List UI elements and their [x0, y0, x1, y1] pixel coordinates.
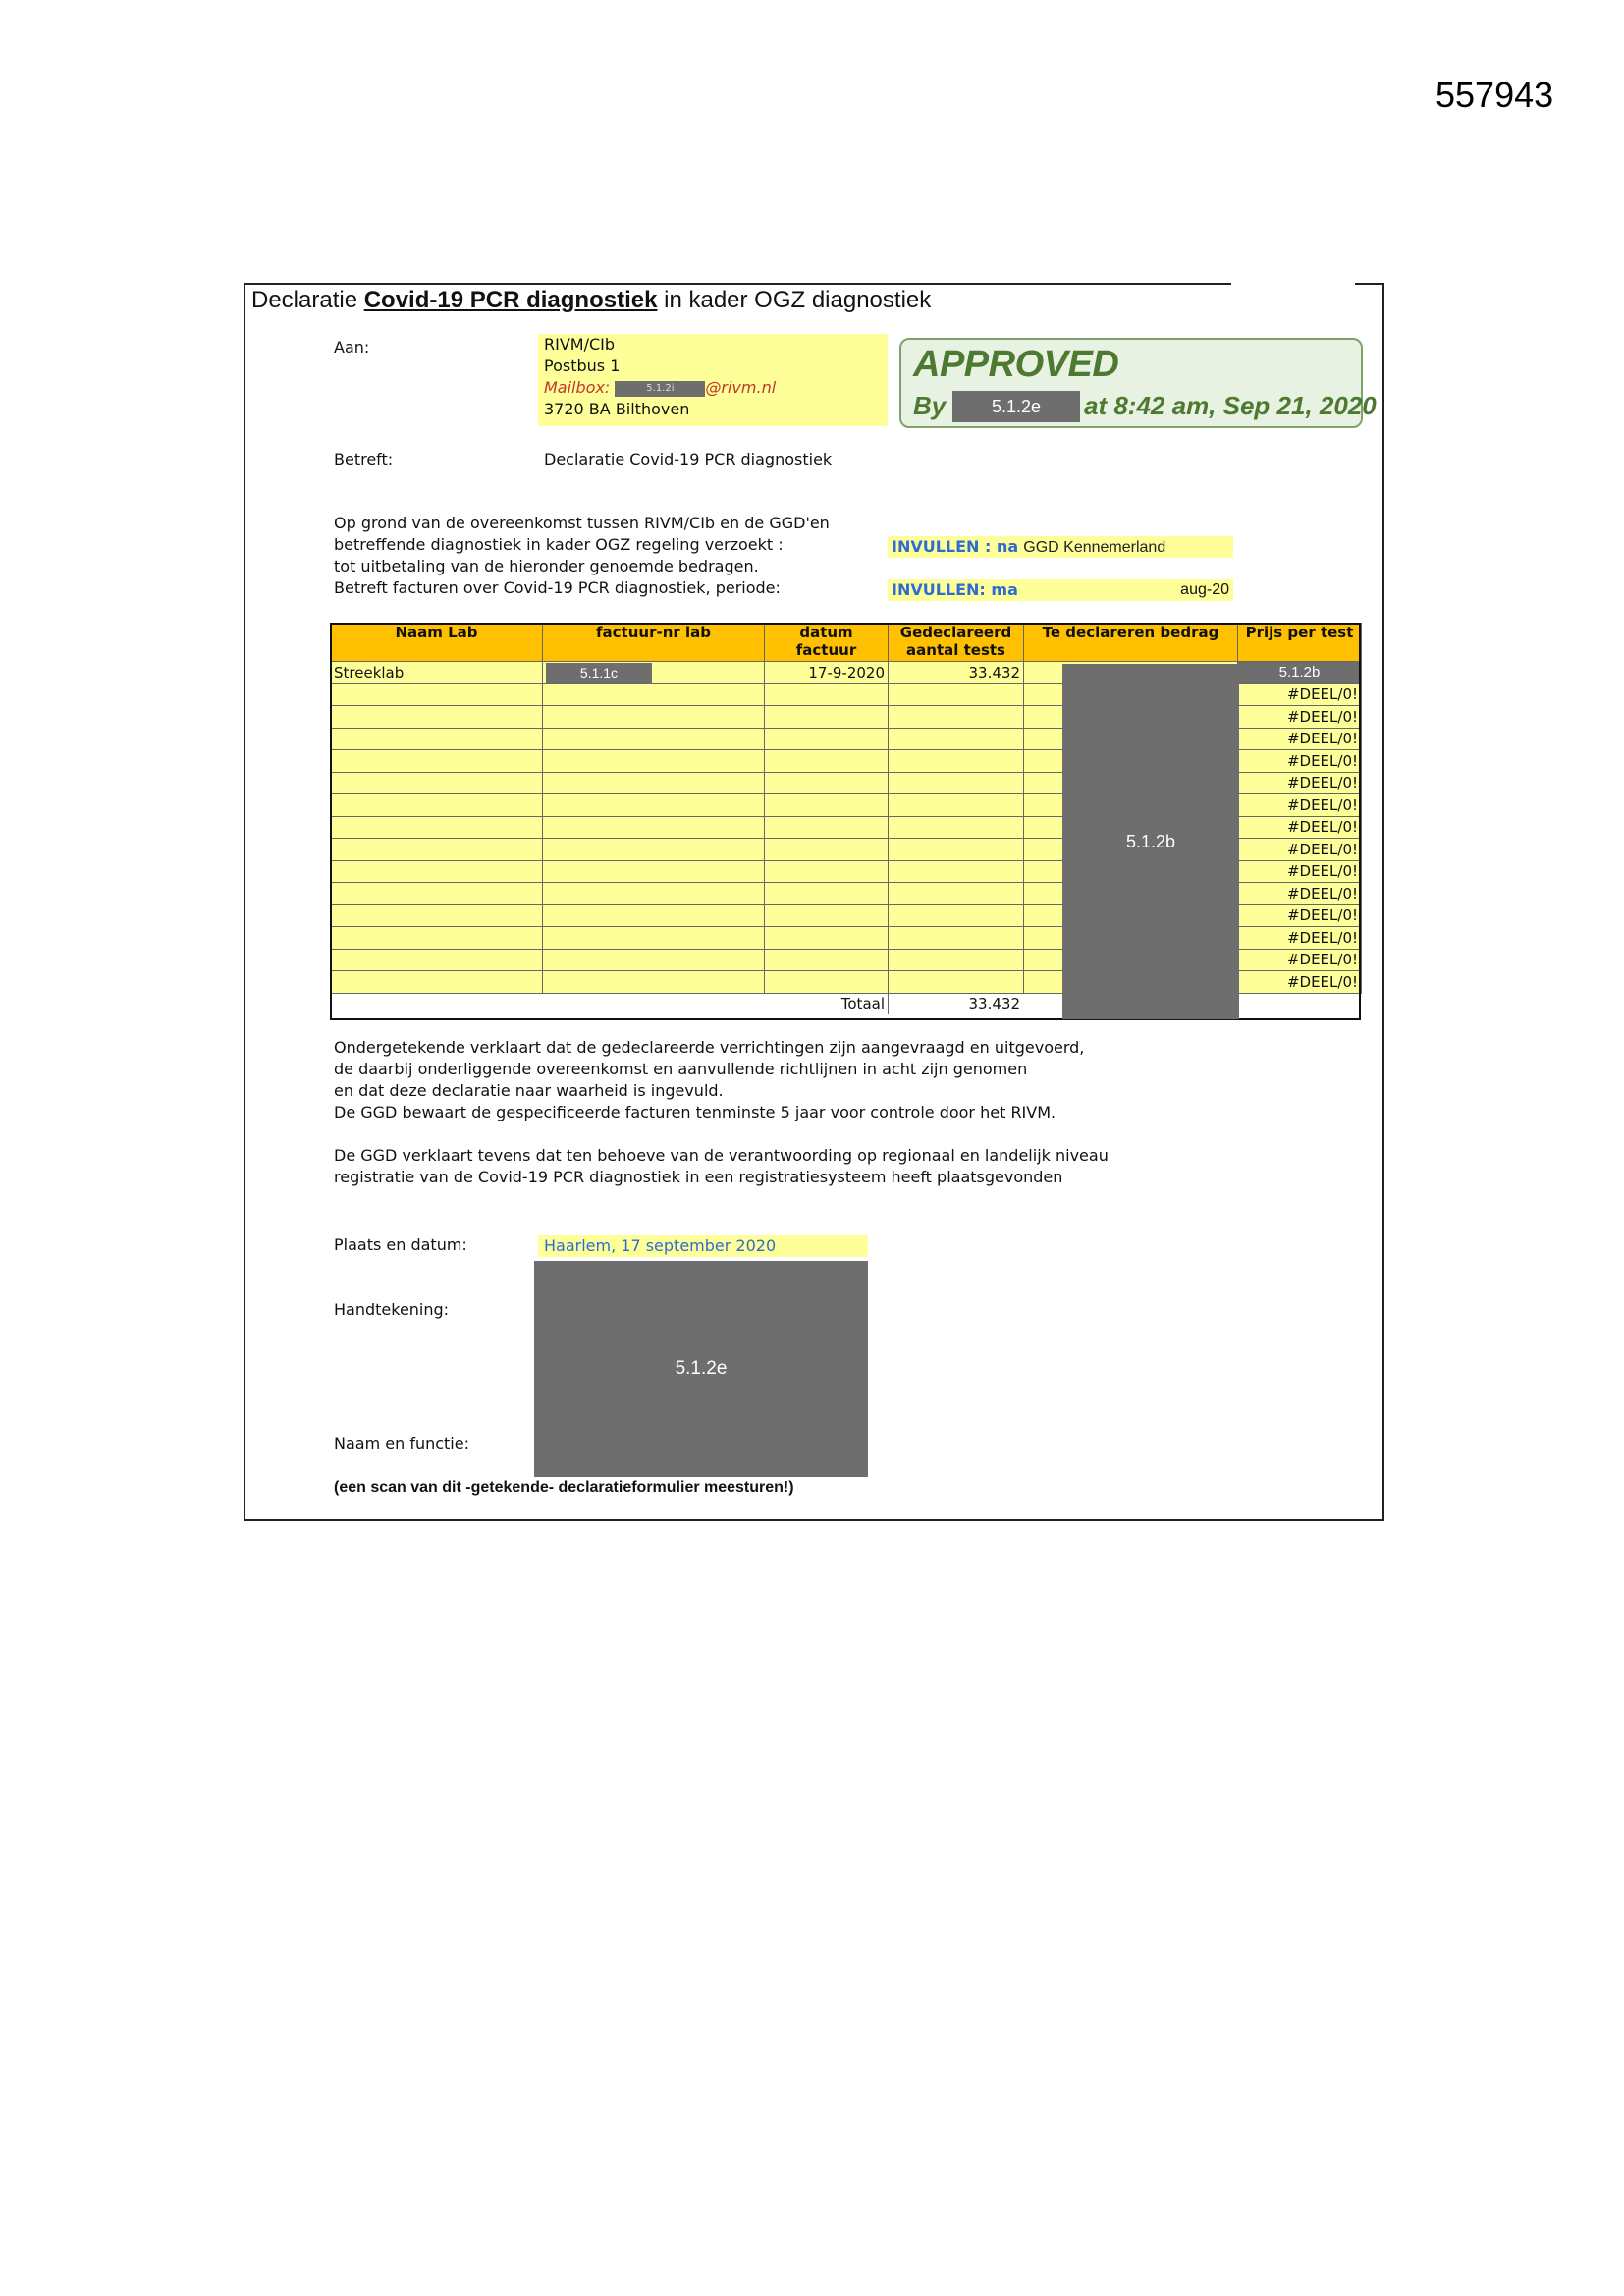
- registration-paragraph: [334, 1145, 1109, 1188]
- table-cell[interactable]: [331, 772, 543, 794]
- table-cell[interactable]: [543, 816, 765, 839]
- cell-prijs-error: #DEEL/0!: [1238, 794, 1362, 817]
- mailbox-line: [538, 377, 888, 399]
- table-cell[interactable]: [331, 839, 543, 861]
- stamp-redaction: 5.1.2e: [952, 391, 1080, 422]
- cell-prijs-error: #DEEL/0!: [1238, 750, 1362, 773]
- intro-line: Betreft facturen over Covid-19 PCR diagnostiek, periode:: [334, 578, 781, 597]
- fill-period[interactable]: [888, 579, 1233, 601]
- table-cell[interactable]: [543, 883, 765, 905]
- table-cell[interactable]: [331, 728, 543, 750]
- form-title: [251, 287, 931, 314]
- fill-name-key: INVULLEN : na: [892, 537, 1019, 556]
- table-cell[interactable]: [889, 683, 1024, 706]
- cell-prijs-error: #DEEL/0!: [1238, 728, 1362, 750]
- address-line-4: 3720 BA Bilthoven: [544, 400, 690, 418]
- table-cell[interactable]: [889, 927, 1024, 950]
- table-cell[interactable]: [331, 750, 543, 773]
- betreft-value: Declaratie Covid-19 PCR diagnostiek: [544, 450, 833, 468]
- table-cell[interactable]: [889, 883, 1024, 905]
- table-cell[interactable]: [889, 839, 1024, 861]
- table-cell[interactable]: [543, 904, 765, 927]
- cell-prijs-error: #DEEL/0!: [1238, 839, 1362, 861]
- table-cell[interactable]: [765, 927, 889, 950]
- table-cell[interactable]: [543, 683, 765, 706]
- table-cell[interactable]: [765, 949, 889, 971]
- title-prefix: Declaratie: [251, 287, 364, 313]
- intro-line: Op grond van de overeenkomst tussen RIVM/CIb en de GGD'en: [334, 514, 830, 532]
- table-cell[interactable]: [331, 949, 543, 971]
- cell-factuur[interactable]: [543, 662, 765, 684]
- cell-prijs-error: #DEEL/0!: [1238, 927, 1362, 950]
- table-cell[interactable]: [543, 706, 765, 729]
- table-cell[interactable]: [765, 816, 889, 839]
- table-cell[interactable]: [543, 927, 765, 950]
- declaration-line: De GGD bewaart de gespecificeerde facturen tenminste 5 jaar voor controle door het RIVM.: [334, 1103, 1056, 1121]
- title-bold: Covid-19 PCR diagnostiek: [363, 287, 658, 313]
- table-cell[interactable]: [543, 750, 765, 773]
- approved-stamp: [899, 338, 1377, 428]
- address-line-1: RIVM/CIb: [544, 335, 616, 354]
- table-cell[interactable]: [331, 971, 543, 994]
- cell-prijs-error: #DEEL/0!: [1238, 683, 1362, 706]
- scan-note: (een scan van dit -getekende- declaratieformulier meesturen!): [334, 1479, 794, 1496]
- stamp-status: APPROVED: [913, 344, 1119, 385]
- cell-lab[interactable]: Streeklab: [331, 662, 543, 684]
- cell-prijs-error: #DEEL/0!: [1238, 883, 1362, 905]
- table-cell[interactable]: [331, 816, 543, 839]
- fill-ggd-name[interactable]: [888, 536, 1233, 558]
- fill-period-value: aug-20: [1180, 581, 1229, 598]
- cell-prijs-redaction: 5.1.2b: [1238, 662, 1362, 684]
- amount-redaction: 5.1.2b: [1062, 664, 1239, 1019]
- cell-prijs-error: #DEEL/0!: [1238, 706, 1362, 729]
- table-cell[interactable]: [765, 883, 889, 905]
- table-cell[interactable]: [765, 750, 889, 773]
- cell-prijs-error: #DEEL/0!: [1238, 816, 1362, 839]
- name-function-label: Naam en functie:: [334, 1434, 469, 1452]
- declaration-line: de daarbij onderliggende overeenkomst en aanvullende richtlijnen in acht zijn genomen: [334, 1060, 1028, 1078]
- place-date-field[interactable]: Haarlem, 17 september 2020: [538, 1235, 868, 1257]
- header-datum: datum factuur: [765, 624, 889, 662]
- mailbox-redaction: 5.1.2i: [615, 381, 705, 397]
- table-cell[interactable]: [889, 750, 1024, 773]
- signature-redaction: 5.1.2e: [534, 1261, 868, 1477]
- table-header-row: [331, 624, 1362, 662]
- header-prijs: Prijs per test: [1238, 624, 1362, 662]
- table-cell[interactable]: [543, 794, 765, 817]
- table-cell[interactable]: [331, 683, 543, 706]
- header-factuur-nr: factuur-nr lab: [543, 624, 765, 662]
- address-block: [538, 334, 888, 426]
- document-number: 557943: [1435, 75, 1554, 115]
- betreft-label: Betreft:: [334, 450, 394, 468]
- table-cell[interactable]: [765, 728, 889, 750]
- cell-prijs-error: #DEEL/0!: [1238, 904, 1362, 927]
- table-cell[interactable]: [889, 728, 1024, 750]
- stamp-when: at 8:42 am, Sep 21, 2020: [1084, 391, 1377, 420]
- table-cell[interactable]: [765, 860, 889, 883]
- table-cell[interactable]: [543, 728, 765, 750]
- table-cell[interactable]: [765, 839, 889, 861]
- table-cell[interactable]: [331, 794, 543, 817]
- table-cell[interactable]: [889, 794, 1024, 817]
- table-cell[interactable]: [543, 971, 765, 994]
- cell-aantal[interactable]: 33.432: [889, 662, 1024, 684]
- cell-datum[interactable]: 17-9-2020: [765, 662, 889, 684]
- intro-line: betreffende diagnostiek in kader OGZ regeling verzoekt :: [334, 535, 784, 554]
- place-label: Plaats en datum:: [334, 1235, 467, 1254]
- declaration-line: Ondergetekende verklaart dat de gedeclareerde verrichtingen zijn aangevraagd en uitgevoerd,: [334, 1038, 1085, 1057]
- cell-prijs-error: #DEEL/0!: [1238, 949, 1362, 971]
- table-cell[interactable]: [331, 883, 543, 905]
- table-cell[interactable]: [889, 949, 1024, 971]
- header-naam-lab: Naam Lab: [331, 624, 543, 662]
- table-cell[interactable]: [889, 904, 1024, 927]
- registration-line: registratie van de Covid-19 PCR diagnostiek in een registratiesysteem heeft plaatsgevonden: [334, 1168, 1063, 1186]
- table-cell[interactable]: [889, 706, 1024, 729]
- table-cell[interactable]: [543, 860, 765, 883]
- fill-name-value: GGD Kennemerland: [1023, 539, 1166, 556]
- table-cell[interactable]: [331, 860, 543, 883]
- table-cell[interactable]: [889, 971, 1024, 994]
- table-cell[interactable]: [765, 772, 889, 794]
- stamp-by: By: [913, 391, 947, 420]
- title-suffix: in kader OGZ diagnostiek: [657, 287, 932, 313]
- cell-prijs-error: #DEEL/0!: [1238, 860, 1362, 883]
- fill-period-key: INVULLEN: ma: [892, 580, 1018, 599]
- table-cell[interactable]: [889, 860, 1024, 883]
- factuur-redaction: 5.1.1c: [546, 663, 652, 683]
- mailbox-label: Mailbox:: [544, 378, 611, 397]
- aan-label: Aan:: [334, 338, 370, 356]
- total-value: 33.432: [889, 993, 1024, 1015]
- mailbox-domain: @rivm.nl: [705, 378, 777, 397]
- table-cell[interactable]: [889, 816, 1024, 839]
- declaration-paragraph: [334, 1037, 1084, 1123]
- table-cell[interactable]: [765, 706, 889, 729]
- table-cell[interactable]: [889, 772, 1024, 794]
- table-cell[interactable]: [765, 904, 889, 927]
- cell-prijs-error: #DEEL/0!: [1238, 772, 1362, 794]
- table-cell[interactable]: [543, 949, 765, 971]
- table-cell[interactable]: [543, 839, 765, 861]
- table-cell[interactable]: [765, 683, 889, 706]
- declaration-line: en dat deze declaratie naar waarheid is ingevuld.: [334, 1081, 724, 1100]
- table-cell[interactable]: [765, 971, 889, 994]
- table-cell[interactable]: [331, 927, 543, 950]
- signature-label: Handtekening:: [334, 1300, 450, 1319]
- intro-line: tot uitbetaling van de hieronder genoemde bedragen.: [334, 557, 759, 575]
- table-cell[interactable]: [765, 794, 889, 817]
- header-aantal: Gedeclareerd aantal tests: [889, 624, 1024, 662]
- registration-line: De GGD verklaart tevens dat ten behoeve van de verantwoording op regionaal en landelijk niveau: [334, 1146, 1109, 1165]
- table-cell[interactable]: [331, 904, 543, 927]
- intro-paragraph: [334, 513, 830, 599]
- cell-prijs-error: #DEEL/0!: [1238, 971, 1362, 994]
- table-cell[interactable]: [543, 772, 765, 794]
- total-label: Totaal: [765, 993, 889, 1015]
- table-cell[interactable]: [331, 706, 543, 729]
- header-bedrag: Te declareren bedrag: [1024, 624, 1238, 662]
- address-line-2: Postbus 1: [544, 356, 621, 375]
